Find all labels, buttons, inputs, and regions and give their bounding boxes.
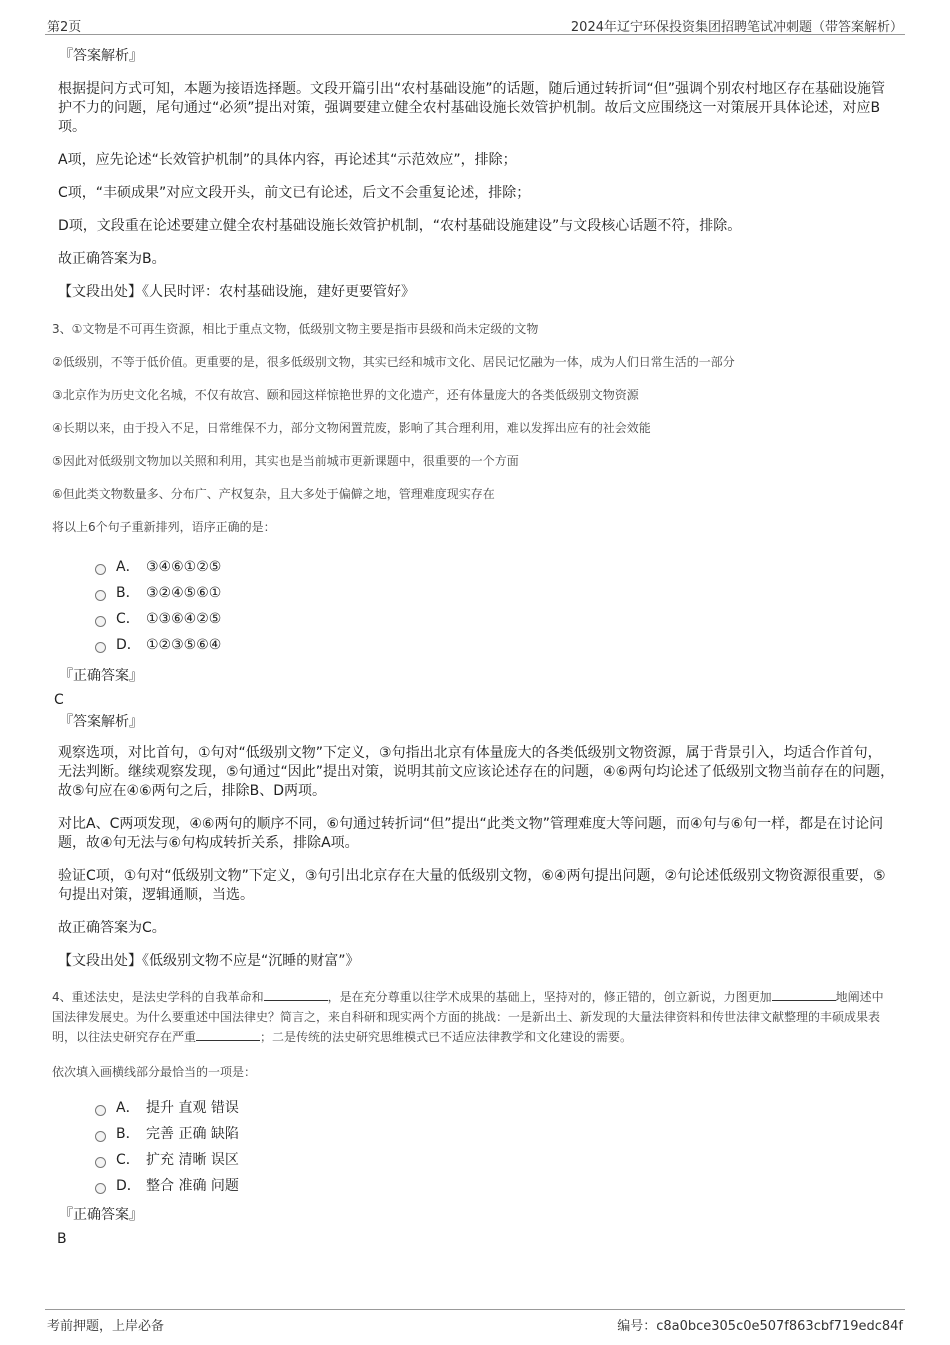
question-3-sentence-4: ④长期以来，由于投入不足，日常维保不力，部分文物闲置荒废，影响了其合理利用，难以发挥出应有的社会效能 bbox=[52, 421, 651, 435]
document-title: 2024年辽宁环保投资集团招聘笔试冲刺题（带答案解析） bbox=[570, 20, 903, 35]
question-4-options bbox=[95, 1095, 895, 1199]
fill-blank bbox=[196, 1030, 260, 1041]
question-3-sentence-3: ③北京作为历史文化名城，不仅有故宫、颐和园这样惊艳世界的文化遗产，还有体量庞大的各类低级别文物资源 bbox=[52, 388, 639, 402]
option-b[interactable]: B． ③②④⑤⑥① bbox=[95, 580, 895, 606]
page-header bbox=[45, 14, 905, 35]
passage-source: 【文段出处】《人民时评：农村基础设施，建好更要管好》 bbox=[58, 284, 415, 300]
question-3-sentence-5: ⑤因此对低级别文物加以关照和利用，其实也是当前城市更新课题中，很重要的一个方面 bbox=[52, 454, 519, 468]
option-a[interactable]: A． ③④⑥①②⑤ bbox=[95, 554, 895, 580]
question-3-sentence-6: ⑥但此类文物数量多、分布广、产权复杂，且大多处于偏僻之地，管理难度现实存在 bbox=[52, 487, 495, 501]
analysis-paragraph: 对比A、C两项发现，④⑥两句的顺序不同，⑥句通过转折词“但”提出“此类文物”管理难度大等问题，而④句与⑥句一样，都是在讨论问题，故④句无法与⑥句构成转折关系，排除A项。 bbox=[58, 816, 884, 851]
radio-icon[interactable] bbox=[95, 590, 106, 601]
page-number: 第2页 bbox=[47, 20, 82, 35]
option-a[interactable]: A． 提升 直观 错误 bbox=[95, 1095, 895, 1121]
question-3-sentence-1: 3、①文物是不可再生资源，相比于重点文物，低级别文物主要是指市县级和尚未定级的文物 bbox=[52, 322, 539, 336]
radio-icon[interactable] bbox=[95, 642, 106, 653]
analysis-option-d: D项，文段重在论述要建立健全农村基础设施长效管护机制，“农村基础设施建设”与文段核心话题不符，排除。 bbox=[58, 218, 742, 234]
option-c[interactable]: C． ①③⑥④②⑤ bbox=[95, 606, 895, 632]
question-4-stem: 4、重述法史，是法史学科的自我革命和 ，是在充分尊重以往学术成果的基础上，坚持对的，修正错的，创立新说，力图更加 地阐述中国法律发展史。为什么要重述中国法律史？简言之，来自科研和现实两个方面的挑战：一是新出土、新发现的大量法律资料和传世法律文献整理的丰硕成果表明，以往法史研究存在严重 ；二是传统的法史研究思维模式已不适应法律教学和文化建设的需要。 bbox=[52, 990, 884, 1044]
footer-slogan: 考前押题，上岸必备 bbox=[47, 1319, 165, 1334]
correct-answer-label: 『正确答案』 bbox=[59, 668, 143, 684]
correct-answer-label: 『正确答案』 bbox=[59, 1207, 143, 1223]
main-content bbox=[52, 42, 895, 1249]
radio-icon[interactable] bbox=[95, 1157, 106, 1168]
correct-answer: C bbox=[54, 692, 64, 708]
radio-icon[interactable] bbox=[95, 1131, 106, 1142]
option-c[interactable]: C． 扩充 清晰 误区 bbox=[95, 1147, 895, 1173]
question-3-sentence-2: ②低级别，不等于低价值。更重要的是，很多低级别文物，其实已经和城市文化、居民记忆融为一体，成为人们日常生活的一部分 bbox=[52, 355, 735, 369]
analysis-option-a: A项，应先论述“长效管护机制”的具体内容，再论述其“示范效应”，排除； bbox=[58, 152, 517, 168]
analysis-paragraph: 根据提问方式可知，本题为接语选择题。文段开篇引出“农村基础设施”的话题，随后通过转折词“但”强调个别农村地区存在基础设施管护不力的问题，尾句通过“必须”提出对策，强调要建立健全农村基础设施长效管护机制。故后文应围绕这一对策展开具体论述，对应B项。 bbox=[58, 81, 886, 135]
analysis-paragraph: 验证C项，①句对“低级别文物”下定义，③句引出北京存在大量的低级别文物，⑥④两句提出问题，②句论述低级别文物资源很重要，⑤句提出对策，逻辑通顺，当选。 bbox=[58, 868, 886, 903]
analysis-paragraph: 观察选项，对比首句，①句对“低级别文物”下定义，③句指出北京有体量庞大的各类低级别文物资源，属于背景引入，均适合作首句，无法判断。继续观察发现，⑤句通过“因此”提出对策，说明其前文应该论述存在的问题，④⑥两句均论述了低级别文物当前存在的问题，故⑤句应在④⑥两句之后，排除B、D两项。 bbox=[58, 745, 895, 799]
analysis-option-c: C项，“丰硕成果”对应文段开头，前文已有论述，后文不会重复论述，排除； bbox=[58, 185, 531, 201]
analysis-conclusion: 故正确答案为C。 bbox=[58, 920, 166, 936]
question-3-prompt: 将以上6个句子重新排列，语序正确的是： bbox=[52, 520, 276, 534]
radio-icon[interactable] bbox=[95, 564, 106, 575]
option-b[interactable]: B． 完善 正确 缺陷 bbox=[95, 1121, 895, 1147]
page-footer bbox=[45, 1309, 905, 1334]
option-d[interactable]: D． 整合 准确 问题 bbox=[95, 1173, 895, 1199]
correct-answer: B bbox=[57, 1231, 67, 1247]
fill-blank bbox=[264, 990, 328, 1001]
analysis-label: 『答案解析』 bbox=[59, 714, 143, 730]
fill-blank bbox=[772, 990, 836, 1001]
question-3-options bbox=[95, 554, 895, 658]
radio-icon[interactable] bbox=[95, 1183, 106, 1194]
analysis-conclusion: 故正确答案为B。 bbox=[58, 251, 166, 267]
passage-source: 【文段出处】《低级别文物不应是“沉睡的财富”》 bbox=[58, 953, 360, 969]
question-4-prompt: 依次填入画横线部分最恰当的一项是： bbox=[52, 1065, 257, 1079]
analysis-label: 『答案解析』 bbox=[59, 48, 143, 64]
option-d[interactable]: D． ①②③⑤⑥④ bbox=[95, 632, 895, 658]
radio-icon[interactable] bbox=[95, 1105, 106, 1116]
radio-icon[interactable] bbox=[95, 616, 106, 627]
document-code: 编号：c8a0bce305c0e507f863cbf719edc84f bbox=[617, 1319, 903, 1334]
